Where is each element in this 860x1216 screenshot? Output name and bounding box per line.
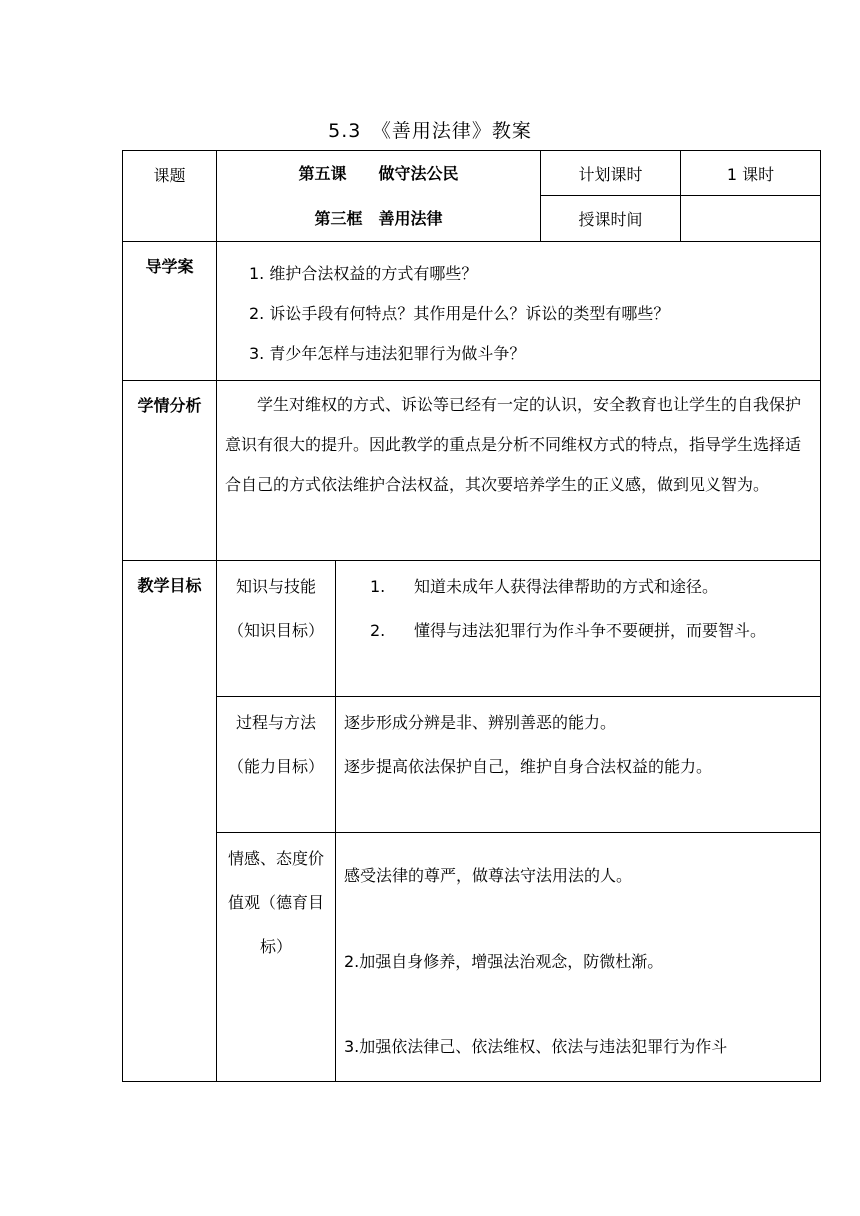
teaching-time-value: [681, 196, 821, 242]
analysis-label: 学情分析: [123, 381, 217, 561]
document-title: 5.3 《善用法律》教案: [328, 120, 532, 142]
process-item: 逐步提高依法保护自己，维护自身合法权益的能力。: [344, 757, 713, 776]
guide-item: 2. 诉讼手段有何特点？其作用是什么？诉讼的类型有哪些？: [249, 304, 670, 323]
knowledge-item-num: 1.: [370, 577, 386, 596]
lesson-line-2: 第三框 善用法律: [314, 209, 443, 228]
emotion-item: 感受法律的尊严，做尊法守法用法的人。: [344, 866, 633, 885]
emotion-content: [336, 833, 821, 1082]
knowledge-item: [344, 609, 812, 653]
knowledge-label: 知识与技能（知识目标）: [217, 561, 336, 697]
objectives-label: 教学目标: [123, 561, 217, 1082]
guide-label: 导学案: [123, 242, 217, 381]
knowledge-item: [344, 565, 812, 609]
process-content: [336, 697, 821, 833]
knowledge-content: [336, 561, 821, 697]
lesson-plan-table: [122, 150, 821, 1082]
knowledge-item-text: 知道未成年人获得法律帮助的方式和途径。: [414, 577, 719, 596]
planned-hours-value: 1 课时: [681, 151, 821, 196]
planned-hours-label: 计划课时: [541, 151, 681, 196]
emotion-item: 2.加强自身修养，增强法治观念，防微杜渐。: [344, 952, 664, 971]
emotion-label: 情感、态度价值观（德育目标）: [217, 833, 336, 1082]
topic-label-cell: [123, 151, 217, 242]
guide-item: 1. 维护合法权益的方式有哪些？: [249, 264, 478, 283]
teaching-time-label: 授课时间: [541, 196, 681, 242]
analysis-content: [217, 381, 821, 561]
analysis-text: 学生对维权的方式、诉讼等已经有一定的认识，安全教育也让学生的自我保护意识有很大的提升。因此教学的重点是分析不同维权方式的特点，指导学生选择适合自己的方式依法维护合法权益，其次要培养学生的正义感，做到见义智为。: [225, 395, 802, 494]
emotion-item: 3.加强依法律己、依法维权、依法与违法犯罪行为作斗: [344, 1037, 728, 1056]
topic-label: 课题: [153, 166, 186, 185]
process-label: 过程与方法（能力目标）: [217, 697, 336, 833]
lesson-name-cell: [217, 151, 541, 242]
guide-content: [217, 242, 821, 381]
guide-item: 3. 青少年怎样与违法犯罪行为做斗争？: [249, 344, 526, 363]
process-item: 逐步形成分辨是非、辨别善恶的能力。: [344, 713, 617, 732]
lesson-line-1: 第五课 做守法公民: [298, 164, 459, 183]
knowledge-item-num: 2.: [370, 621, 386, 640]
knowledge-item-text: 懂得与违法犯罪行为作斗争不要硬拼，而要智斗。: [414, 621, 767, 640]
